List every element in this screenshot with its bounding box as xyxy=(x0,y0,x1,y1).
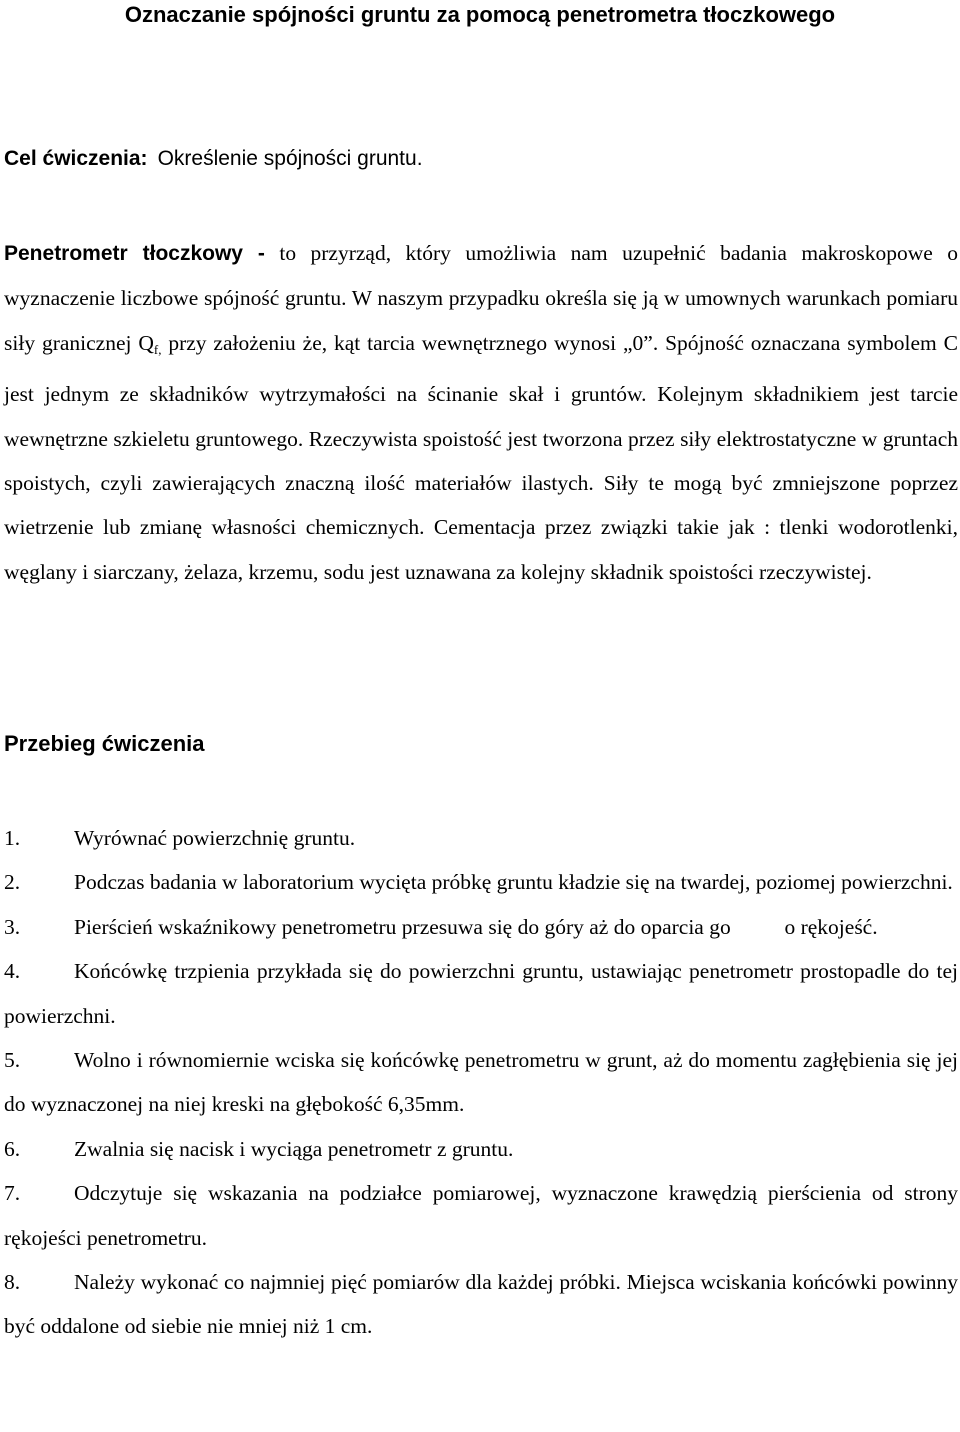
step-text: Końcówkę trzpienia przykłada się do powierzchni gruntu, ustawiając penetrometr prostopadle do tej powierzchni. xyxy=(4,959,958,1028)
section-heading: Przebieg ćwiczenia xyxy=(4,731,205,756)
step-text: Odczytuje się wskazania na podziałce pomiarowej, wyznaczone krawędzią pierścienia od strony rękojeści penetrometru. xyxy=(4,1181,958,1250)
step-item xyxy=(4,860,958,904)
step-text: Zwalnia się nacisk i wyciąga penetrometr z gruntu. xyxy=(74,1136,514,1161)
goal-text: Określenie spójności gruntu. xyxy=(157,147,423,170)
step-item xyxy=(4,1171,958,1260)
step-number: 6. xyxy=(4,1136,21,1161)
intro-paragraph xyxy=(4,231,958,594)
step-text: Należy wykonać co najmniej pięć pomiarów dla każdej próbki. Miejsca wciskania końcówki powinny być oddalone od siebie nie mniej niż 1 cm. xyxy=(4,1270,958,1339)
step-item xyxy=(4,1038,958,1127)
steps-list xyxy=(4,816,958,1349)
step-text: Wyrównać powierzchnię gruntu. xyxy=(74,826,356,850)
step-number: 4. xyxy=(4,959,21,984)
intro-text-part1: to przyrząd, który umożliwia nam uzupełnić badania makroskopowe o wyznaczenie liczbowe spójność gruntu. W naszym przypadku określa się ją w umownych warunkach pomiaru siły granicznej Q xyxy=(4,241,958,355)
intro-subscript: f, xyxy=(153,341,162,357)
step-item xyxy=(4,1260,958,1349)
step-item xyxy=(4,905,958,949)
step-number: 1. xyxy=(4,826,21,850)
step-item xyxy=(4,816,958,860)
step-text: Wolno i równomiernie wciska się końcówkę penetrometru w grunt, aż do momentu zagłębienia się jej do wyznaczonej na niej kreski na głębokość 6,35mm. xyxy=(4,1048,958,1117)
step-number: 2. xyxy=(4,870,21,895)
intro-term: Penetrometr tłoczkowy - xyxy=(4,242,265,265)
step-number: 7. xyxy=(4,1181,21,1206)
intro-text-part2: przy założeniu że, kąt tarcia wewnętrznego wynosi „0”. Spójność oznaczana symbolem C jest jednym ze składników wytrzymałości na ścinanie skał i gruntów. Kolejnym składnikiem jest tarcie wewnętrzne szkieletu gruntowego. Rzeczywista spoistość jest tworzona przez siły elektrostatyczne w gruntach spoistych, czyli zawierających znaczną ilość materiałów ilastych. Siły te mogą być zmniejszone poprzez wietrzenie lub zmianę własności chemicznych. Cementacja przez związki takie jak : tlenki wodorotlenki, węglany i siarczany, żelaza, krzemu, sodu jest uznawana za kolejny składnik spoistości rzeczywistej. xyxy=(4,330,958,584)
goal-label: Cel ćwiczenia: xyxy=(4,147,148,170)
step-number: 8. xyxy=(4,1270,21,1295)
step-item xyxy=(4,1127,958,1171)
document-title: Oznaczanie spójności gruntu za pomocą penetrometra tłoczkowego xyxy=(124,2,836,27)
step-text: Pierścień wskaźnikowy penetrometru przesuwa się do góry aż do oparcia go o rękojeść. xyxy=(74,914,878,939)
step-item xyxy=(4,949,958,1038)
step-text: Podczas badania w laboratorium wycięta próbkę gruntu kładzie się na twardej, poziomej powierzchni. xyxy=(74,870,953,895)
step-number: 3. xyxy=(4,914,21,939)
step-number: 5. xyxy=(4,1048,21,1073)
goal-line xyxy=(4,144,423,174)
